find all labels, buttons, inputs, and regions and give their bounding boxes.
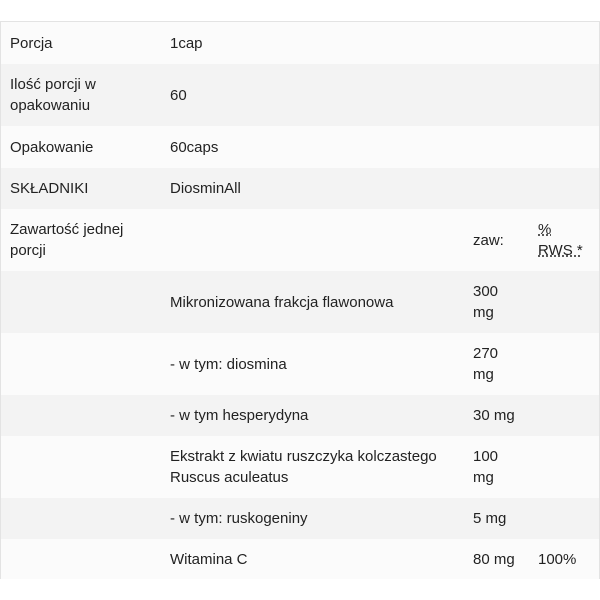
row-amount xyxy=(463,22,528,64)
row-label xyxy=(0,436,160,498)
row-label xyxy=(0,333,160,395)
table-row xyxy=(0,271,600,333)
row-value: 1cap xyxy=(160,22,463,64)
row-value: Mikronizowana frakcja flawonowa xyxy=(160,271,463,333)
table-row xyxy=(0,436,600,498)
row-amount: 270 mg xyxy=(463,333,528,395)
row-value: - w tym: ruskogeniny xyxy=(160,498,463,539)
row-value: DiosminAll xyxy=(160,168,463,209)
row-label: SKŁADNIKI xyxy=(0,168,160,209)
table-row xyxy=(0,498,600,539)
table-row xyxy=(0,333,600,395)
row-value: Witamina C xyxy=(160,539,463,579)
row-amount: 30 mg xyxy=(463,395,528,436)
row-rws: 100% xyxy=(528,539,600,579)
row-value: Ekstrakt z kwiatu ruszczyka kolczastego Ruscus aculeatus xyxy=(160,436,463,498)
row-label: Ilość porcji w opakowaniu xyxy=(0,64,160,126)
row-amount: 100 mg xyxy=(463,436,528,498)
row-label: Porcja xyxy=(0,22,160,64)
row-rws xyxy=(528,271,600,333)
row-value: - w tym: diosmina xyxy=(160,333,463,395)
row-label xyxy=(0,271,160,333)
table-row xyxy=(0,209,600,271)
row-amount: 5 mg xyxy=(463,498,528,539)
row-label xyxy=(0,395,160,436)
row-label xyxy=(0,539,160,579)
row-label: Zawartość jednej porcji xyxy=(0,209,160,271)
table-row xyxy=(0,539,600,579)
table-row xyxy=(0,126,600,168)
row-value: 60caps xyxy=(160,126,463,168)
row-value xyxy=(160,209,463,271)
row-rws xyxy=(528,126,600,168)
row-value: 60 xyxy=(160,64,463,126)
row-rws: % RWS * xyxy=(528,209,600,271)
row-amount: 80 mg xyxy=(463,539,528,579)
row-rws xyxy=(528,498,600,539)
table-row xyxy=(0,22,600,64)
row-amount xyxy=(463,64,528,126)
row-label xyxy=(0,498,160,539)
row-rws xyxy=(528,436,600,498)
row-amount: 300 mg xyxy=(463,271,528,333)
table-row xyxy=(0,64,600,126)
row-amount xyxy=(463,126,528,168)
row-rws xyxy=(528,168,600,209)
row-rws xyxy=(528,64,600,126)
table-row xyxy=(0,395,600,436)
row-rws xyxy=(528,22,600,64)
row-value: - w tym hesperydyna xyxy=(160,395,463,436)
table-row xyxy=(0,168,600,209)
nutrition-table xyxy=(0,21,600,579)
row-amount xyxy=(463,168,528,209)
row-label: Opakowanie xyxy=(0,126,160,168)
row-rws xyxy=(528,333,600,395)
row-amount: zaw: xyxy=(463,209,528,271)
row-rws xyxy=(528,395,600,436)
ingredients-table xyxy=(0,22,600,579)
